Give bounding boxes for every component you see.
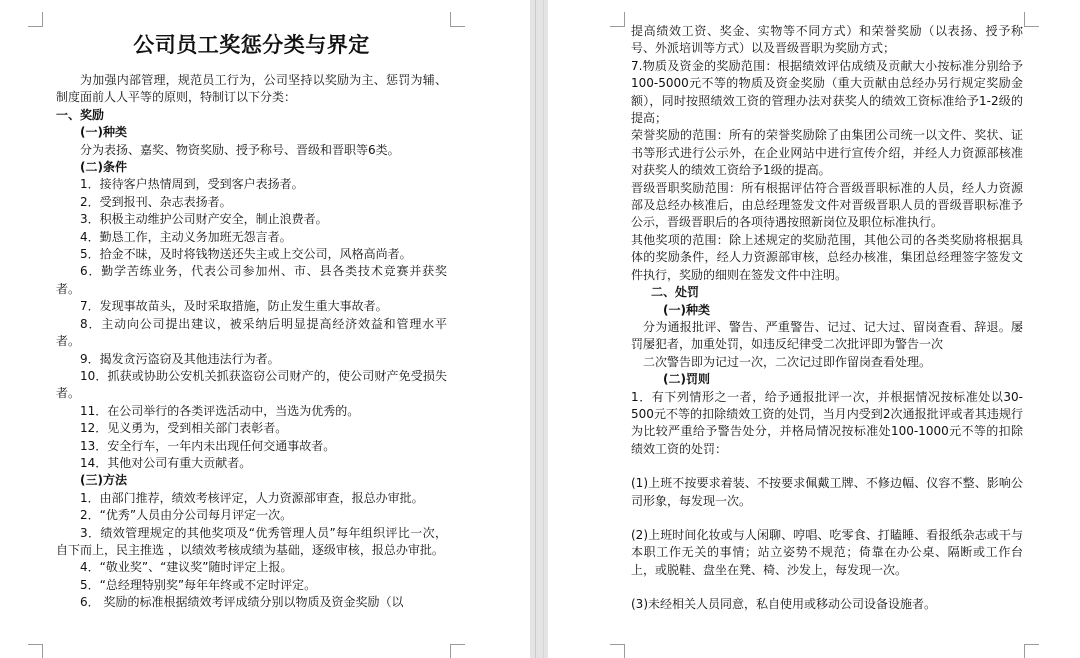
- paragraph: 提高绩效工资、奖金、实物等不同方式）和荣誉奖励（以表扬、授予称号、外派培训等方式）以及晋级晋职为奖励方式；: [631, 24, 1023, 56]
- paragraph: 9．揭发贪污盗窃及其他违法行为者。: [80, 351, 280, 366]
- page-divider: [543, 0, 544, 658]
- paragraph: 分为通报批评、警告、严重警告、记过、记大过、留岗查看、辞退。屡罚屡犯者，加重处罚，如违反纪律受二次批评即为警告一次: [631, 319, 1023, 352]
- paragraph: 4．勤恳工作，主动义务加班无怨言者。: [80, 229, 292, 244]
- subsection-heading: (三)方法: [80, 473, 127, 488]
- crop-mark-icon: [610, 12, 625, 27]
- paragraph: 8．主动向公司提出建议，被采纳后明显提高经济效益和管理水平者。: [56, 316, 447, 349]
- paragraph: 10．抓获或协助公安机关抓获盗窃公司财产的，使公司财产免受损失者。: [56, 368, 447, 401]
- section-heading: 一、奖励: [56, 107, 105, 122]
- paragraph: 荣誉奖励的范围：所有的荣誉奖励除了由集团公司统一以文件、奖状、证书等形式进行公示外，在企业网站中进行宣传介绍，并经人力资源部核准对获奖人的绩效工资给予1级的提高。: [631, 128, 1023, 178]
- paragraph: 其他奖项的范围：除上述规定的奖励范围，其他公司的各类奖励将根据具体的奖励条件，经人力资源部审核，总经办核准，集团总经理签字签发文件执行，奖励的细则在签发文件中注明。: [631, 232, 1023, 282]
- paragraph: 6．勤学苦练业务，代表公司参加州、市、县各类技术竞赛并获奖者。: [56, 264, 447, 296]
- paragraph: 3．绩效管理规定的其他奖项及“优秀管理人员”每年组织评比一次，自下而上，民主推选 ，以绩效考核成绩为基础，逐级审核，报总办审批。: [56, 525, 447, 557]
- page-gutter: [530, 0, 548, 658]
- page-1-body: [56, 26, 447, 612]
- paragraph: 6． 奖励的标准根据绩效考评成绩分别以物质及资金奖励（以: [80, 595, 404, 610]
- crop-mark-icon: [610, 644, 625, 658]
- crop-mark-icon: [450, 644, 465, 658]
- blank-line: [631, 579, 1023, 596]
- page-divider: [535, 0, 536, 658]
- document-title: 公司员工奖惩分类与界定: [133, 32, 370, 57]
- paragraph: (2)上班时间化妆或与人闲聊、哼唱、吃零食、打瞌睡、看报纸杂志或干与本职工作无关的事情；站立姿势不规范；倚靠在办公桌、隔断或工作台上，或脱鞋、盘坐在凳、椅、沙发上，每发现一次。: [631, 527, 1023, 577]
- paragraph: 3．积极主动维护公司财产安全，制止浪费者。: [80, 212, 328, 227]
- paragraph: 5．拾金不昧，及时将钱物送还失主或上交公司，风格高尚者。: [80, 247, 412, 262]
- paragraph: 2．“优秀”人员由分公司每月评定一次。: [80, 508, 293, 523]
- paragraph: (1)上班不按要求着装、不按要求佩戴工牌、不修边幅、仪容不整、影响公司形象，每发现一次。: [631, 476, 1023, 508]
- paragraph: 为加强内部管理，规范员工行为，公司坚持以奖励为主、惩罚为辅、制度面前人人平等的原则，特制订以下分类：: [56, 73, 447, 105]
- paragraph: 5．“总经理特别奖”每年年终或不定时评定。: [80, 577, 317, 592]
- paragraph: 1．由部门推荐，绩效考核评定，人力资源部审查，报总办审批。: [80, 490, 424, 505]
- crop-mark-icon: [1024, 12, 1039, 27]
- paragraph: 11．在公司举行的各类评选活动中，当选为优秀的。: [80, 403, 360, 418]
- paragraph: 分为表扬、嘉奖、物资奖励、授予称号、晋级和晋职等6类。: [80, 142, 400, 157]
- document-page-1: [0, 0, 530, 658]
- paragraph: 4．“敬业奖”、“建议奖”随时评定上报。: [80, 560, 293, 575]
- paragraph: 二次警告即为记过一次，二次记过即作留岗查看处理。: [643, 354, 932, 369]
- subsection-heading: (二)罚则: [663, 372, 710, 387]
- paragraph: 14．其他对公司有重大贡献者。: [80, 455, 252, 470]
- paragraph: 1．有下列情形之一者，给予通报批评一次，并根据情况按标准处以30-500元不等的扣除绩效工资的处罚，当月内受到2次通报批评或者其违规行为比较严重给予警告处分，并格局情况按标准处100-1000元不等的扣除绩效工资的处罚：: [631, 389, 1023, 456]
- paragraph: 13．安全行车，一年内未出现任何交通事故者。: [80, 438, 336, 453]
- subsection-heading: (一)种类: [80, 125, 127, 140]
- paragraph: 7.物质及资金的奖励范围：根据绩效评估成绩及贡献大小按标准分别给予100-5000元不等的物质及资金奖励（重大贡献由总经办另行规定奖励金额），同时按照绩效工资的管理办法对获奖人的绩效工资标准给予1-2级的提高；: [631, 58, 1023, 126]
- paragraph: 1．接待客户热情周到，受到客户表扬者。: [80, 177, 304, 192]
- paragraph: 2．受到报刊、杂志表扬者。: [80, 194, 232, 209]
- paragraph: 晋级晋职奖励范围：所有根据评估符合晋级晋职标准的人员，经人力资源部及总经办核准后，由总经理签发文件对晋级晋职人员的晋级晋职标准予公示，晋级晋职后的各项待遇按照新岗位及职位标准执行。: [631, 180, 1023, 230]
- paragraph: 12．见义勇为，受到相关部门表彰者。: [80, 421, 288, 436]
- crop-mark-icon: [28, 12, 43, 27]
- crop-mark-icon: [450, 12, 465, 27]
- subsection-heading: (一)种类: [663, 302, 710, 317]
- blank-line: [631, 510, 1023, 527]
- crop-mark-icon: [28, 644, 43, 658]
- page-2-body: [631, 23, 1023, 614]
- document-page-2: [548, 0, 1080, 658]
- subsection-heading: (二)条件: [80, 160, 127, 175]
- crop-mark-icon: [1024, 644, 1039, 658]
- paragraph: (3)未经相关人员同意，私自使用或移动公司设备设施者。: [631, 597, 937, 612]
- subsection-heading: 二、处罚: [651, 285, 700, 300]
- blank-line: [631, 458, 1023, 475]
- paragraph: 7．发现事故苗头，及时采取措施，防止发生重大事故者。: [80, 299, 388, 314]
